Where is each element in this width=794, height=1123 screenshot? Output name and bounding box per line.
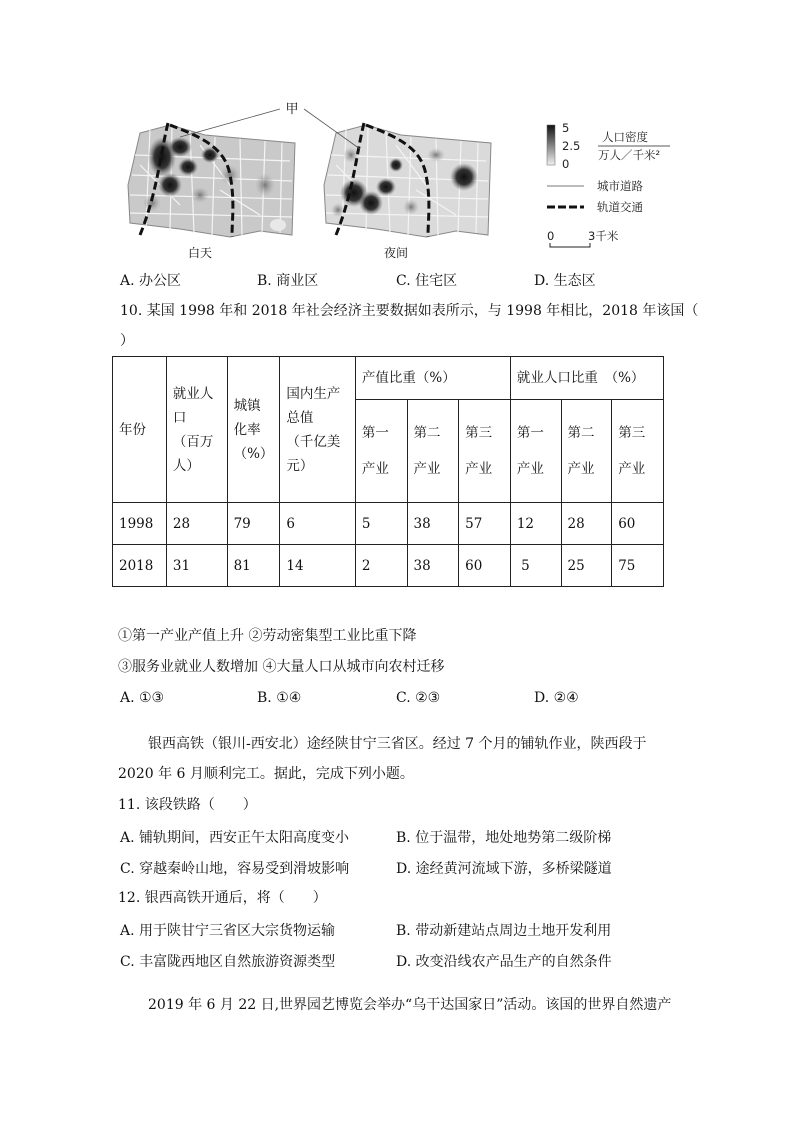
sub-header: 第二 产业 bbox=[407, 400, 459, 503]
table-cell: 60 bbox=[612, 503, 664, 545]
scale-label: 3千米 bbox=[588, 229, 619, 243]
table-cell: 75 bbox=[612, 545, 664, 587]
scale-zero: 0 bbox=[547, 229, 555, 243]
header-year: 年份 bbox=[113, 357, 167, 503]
rail-legend-label: 轨道交通 bbox=[597, 200, 643, 214]
sub-header: 第三 产业 bbox=[459, 400, 511, 503]
q10-statement-1-2: ①第一产业产值上升 ②劳动密集型工业比重下降 bbox=[118, 628, 417, 644]
table-cell: 79 bbox=[227, 503, 280, 545]
q11-option-b[interactable]: B. 位于温带，地处地势第二级阶梯 bbox=[396, 830, 612, 846]
q11-option-a[interactable]: A. 铺轨期间，西安正午太阳高度变小 bbox=[120, 830, 350, 846]
sub-header: 第一 产业 bbox=[355, 400, 407, 503]
daytime-caption: 白天 bbox=[187, 246, 213, 260]
table-cell: 14 bbox=[280, 545, 355, 587]
sub-header: 第三 产业 bbox=[612, 400, 664, 503]
q12-option-d[interactable]: D. 改变沿线农产品生产的自然条件 bbox=[396, 954, 612, 970]
q12-option-c[interactable]: C. 丰富陇西地区自然旅游资源类型 bbox=[120, 954, 336, 970]
table-cell: 2018 bbox=[113, 545, 167, 587]
passage-line-2: 2020 年 6 月顺利完工。据此，完成下列小题。 bbox=[118, 766, 414, 782]
road-legend-label: 城市道路 bbox=[597, 179, 643, 193]
q10-option-b[interactable]: B. ①④ bbox=[257, 690, 302, 706]
table-cell: 28 bbox=[561, 503, 612, 545]
table-cell: 38 bbox=[407, 503, 459, 545]
q9-option-a[interactable]: A. 办公区 bbox=[120, 273, 182, 289]
q9-option-b[interactable]: B. 商业区 bbox=[257, 273, 319, 289]
table-cell: 25 bbox=[561, 545, 612, 587]
table-cell: 1998 bbox=[113, 503, 167, 545]
density-min-label: 0 bbox=[562, 157, 570, 171]
table-cell: 2 bbox=[355, 545, 407, 587]
sub-header: 第二 产业 bbox=[561, 400, 612, 503]
night-map bbox=[324, 123, 491, 260]
density-max-label: 5 bbox=[562, 121, 570, 135]
q10-option-a[interactable]: A. ①③ bbox=[120, 690, 165, 706]
header-employed: 就业人 口 （百万 人） bbox=[166, 357, 227, 503]
next-passage-line-1: 2019 年 6 月 22 日,世界园艺博览会举办“乌干达国家日”活动。该国的世界自然遗产 bbox=[148, 997, 672, 1013]
table-cell: 6 bbox=[280, 503, 355, 545]
q10-option-c[interactable]: C. ②③ bbox=[396, 690, 441, 706]
q10-statement-3-4: ③服务业就业人数增加 ④大量人口从城市向农村迁移 bbox=[118, 659, 445, 675]
table-cell: 5 bbox=[510, 545, 561, 587]
economic-data-table bbox=[112, 356, 664, 587]
marker-jia: 甲 bbox=[285, 102, 299, 117]
table-cell: 38 bbox=[407, 545, 459, 587]
q12-option-b[interactable]: B. 带动新建站点周边土地开发利用 bbox=[396, 923, 612, 939]
q9-option-c[interactable]: C. 住宅区 bbox=[396, 273, 458, 289]
header-output-share: 产值比重（%） bbox=[355, 357, 510, 400]
header-employment-share: 就业人口比重 （%） bbox=[510, 357, 663, 400]
table-cell: 81 bbox=[227, 545, 280, 587]
density-gradient-bar bbox=[547, 125, 555, 165]
passage-line-1: 银西高铁（银川-西安北）途经陕甘宁三省区。经过 7 个月的铺轨作业，陕西段于 bbox=[148, 736, 647, 752]
q10-option-d[interactable]: D. ②④ bbox=[534, 690, 579, 706]
density-mid-label: 2.5 bbox=[562, 139, 581, 153]
sub-header: 第一 产业 bbox=[510, 400, 561, 503]
q10-stem-close: ） bbox=[120, 333, 134, 349]
table-cell: 57 bbox=[459, 503, 511, 545]
table-cell: 28 bbox=[166, 503, 227, 545]
table-cell: 60 bbox=[459, 545, 511, 587]
q12-stem: 12. 银西高铁开通后，将（ ） bbox=[118, 890, 327, 906]
q10-stem: 10. 某国 1998 年和 2018 年社会经济主要数据如表所示，与 1998 年相比，2018 年该国（ bbox=[120, 303, 699, 319]
map-legend bbox=[547, 121, 670, 247]
density-unit: 万人／千米² bbox=[598, 148, 661, 162]
daytime-map bbox=[128, 123, 295, 260]
q12-option-a[interactable]: A. 用于陕甘宁三省区大宗货物运输 bbox=[120, 923, 336, 939]
population-density-maps bbox=[110, 95, 690, 270]
q11-option-c[interactable]: C. 穿越秦岭山地，容易受到滑坡影响 bbox=[120, 861, 350, 877]
night-caption: 夜间 bbox=[383, 246, 409, 260]
leader-line-left bbox=[180, 109, 280, 137]
table-row bbox=[113, 545, 664, 587]
header-urbanization: 城镇 化率 （%） bbox=[227, 357, 280, 503]
scale-bar bbox=[550, 243, 590, 247]
density-title: 人口密度 bbox=[602, 130, 648, 144]
q11-stem: 11. 该段铁路（ ） bbox=[118, 797, 257, 813]
q9-option-d[interactable]: D. 生态区 bbox=[534, 273, 596, 289]
table-cell: 5 bbox=[355, 503, 407, 545]
table-cell: 31 bbox=[166, 545, 227, 587]
table-row bbox=[113, 503, 664, 545]
header-gdp: 国内生产 总值 （千亿美 元） bbox=[280, 357, 355, 503]
table-cell: 12 bbox=[510, 503, 561, 545]
q11-option-d[interactable]: D. 途经黄河流域下游，多桥梁隧道 bbox=[396, 861, 612, 877]
